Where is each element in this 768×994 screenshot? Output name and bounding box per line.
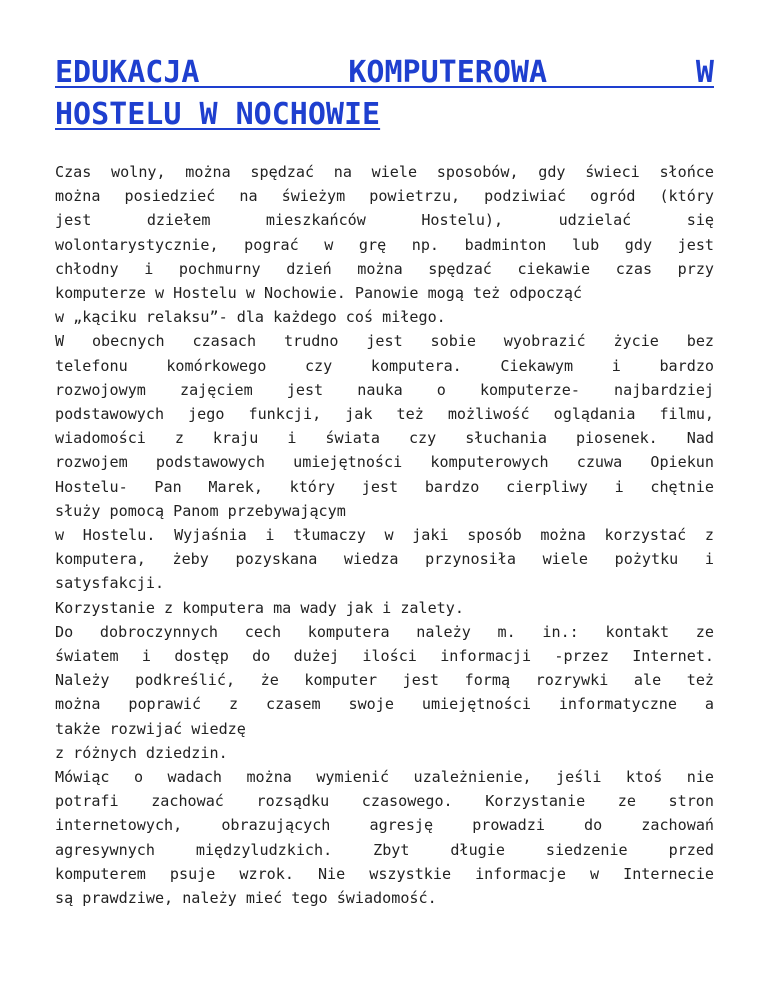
article-line: satysfakcji. (55, 574, 165, 593)
article-line: komputerze w Hostelu w Nochowie. Panowie mogą też odpocząć (55, 284, 583, 303)
article-line: wolontarystycznie, pograć w grę np. badminton lub gdy jest (55, 235, 714, 254)
article-line: komputerem psuje wzrok. Nie wszystkie informacje w Internecie (55, 864, 714, 883)
article-line: telefonu komórkowego czy komputera. Ciekawym i bardzo (55, 356, 714, 375)
article-title[interactable] (55, 52, 714, 136)
article-line: jest dziełem mieszkańców Hostelu), udzielać się (55, 211, 714, 230)
article-title-line-2[interactable]: HOSTELU W NOCHOWIE (55, 97, 381, 132)
article-line: chłodny i pochmurny dzień można spędzać ciekawie czas przy (55, 259, 714, 278)
article-body (55, 160, 714, 910)
article-line: Korzystanie z komputera ma wady jak i zalety. (55, 598, 464, 617)
article-line: potrafi zachować rozsądku czasowego. Korzystanie ze stron (55, 792, 714, 811)
article-line: można poprawić z czasem swoje umiejętności informatyczne a (55, 695, 714, 714)
article-line: Czas wolny, można spędzać na wiele sposobów, gdy świeci słońce (55, 163, 714, 181)
article-line: Do dobroczynnych cech komputera należy m. in.: kontakt ze (55, 622, 714, 641)
article-line: w „kąciku relaksu”- dla każdego coś miłego. (55, 308, 446, 327)
article-page (55, 52, 714, 910)
article-line: komputera, żeby pozyskana wiedza przynosiła wiele pożytku i (55, 550, 714, 569)
article-line: światem i dostęp do dużej ilości informacji -przez Internet. (55, 647, 714, 666)
article-line: z różnych dziedzin. (55, 743, 228, 762)
article-line: podstawowych jego funkcji, jak też możliwość oglądania filmu, (55, 405, 714, 424)
article-line: rozwojowym zajęciem jest nauka o komputerze- najbardziej (55, 380, 714, 399)
article-line: służy pomocą Panom przebywającym (55, 501, 346, 520)
article-line: w Hostelu. Wyjaśnia i tłumaczy w jaki sposób można korzystać z (55, 526, 714, 545)
article-line: W obecnych czasach trudno jest sobie wyobrazić życie bez (55, 332, 714, 351)
article-line: rozwojem podstawowych umiejętności komputerowych czuwa Opiekun (55, 453, 714, 472)
article-title-line-1[interactable]: EDUKACJA KOMPUTEROWA W (55, 55, 714, 90)
article-line: agresywnych międzyludzkich. Zbyt długie siedzenie przed (55, 840, 714, 859)
article-line: można posiedzieć na świeżym powietrzu, podziwiać ogród (który (55, 187, 714, 206)
article-line: także rozwijać wiedzę (55, 719, 246, 738)
article-line: Należy podkreślić, że komputer jest formą rozrywki ale też (55, 671, 714, 690)
article-line: internetowych, obrazujących agresję prowadzi do zachowań (55, 816, 714, 835)
article-line: wiadomości z kraju i świata czy słuchania piosenek. Nad (55, 429, 714, 448)
article-line: są prawdziwe, należy mieć tego świadomość. (55, 889, 437, 908)
article-line: Mówiąc o wadach można wymienić uzależnienie, jeśli ktoś nie (55, 768, 714, 787)
article-line: Hostelu- Pan Marek, który jest bardzo cierpliwy i chętnie (55, 477, 714, 496)
